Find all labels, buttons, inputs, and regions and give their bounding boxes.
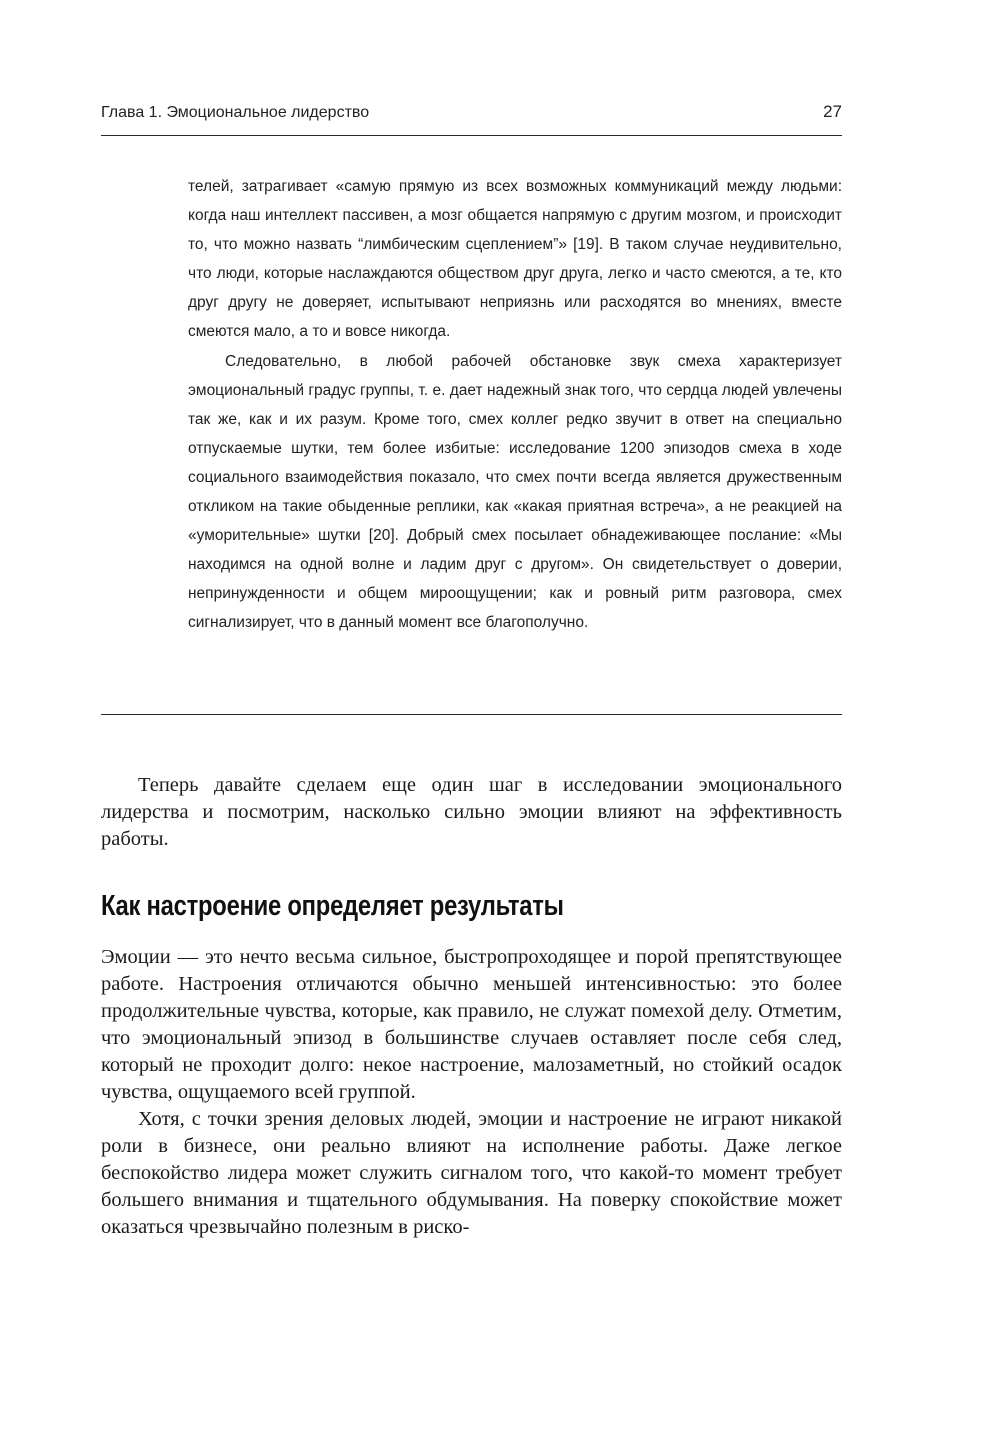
box-paragraph: Следовательно, в любой рабочей обстановке звук смеха характеризует эмоциональный градус группы, т. е. дает надежный знак того, что сердца людей увлечены так же, как и их разум. Кроме того, смех коллег редко звучит в ответ на специально отпускаемые шутки, тем более избитые: исследование 1200 эпизодов смеха в ходе социального взаимодействия показало, что смех почти всегда является дружественным откликом на такие обыденные реплики, как «какая приятная встреча», а не реакцией на «уморительные» шутки [20]. Добрый смех посылает обнадеживающее послание: «Мы находимся на одной волне и ладим друг с другом». Он свидетельствует о доверии, непринужденности и общем мироощущении; как и ровный ритм разговора, смех сигнализирует, что в данный момент все благополучно.: [188, 352, 842, 632]
header-rule: [101, 135, 842, 136]
intro-paragraph: Теперь давайте сделаем еще один шаг в исследовании эмоционального лидерства и посмотрим, насколько сильно эмоции влияют на эффективность работы.: [101, 774, 842, 850]
body-paragraph: Эмоции — это нечто весьма сильное, быстропроходящее и порой препятствующее работе. Настроения отличаются обычно меньшей интенсивностью: это более продолжительные чувства, которые, как правило, не служат помехой делу. Отметим, что эмоциональный эпизод в большинстве случаев оставляет после себя след, который не проходит долго: некое настроение, малозаметный, но стойкий осадок чувства, ощущаемого всей группой.: [101, 946, 842, 1103]
intro-text: [101, 772, 842, 853]
section-heading: Как настроение определяет результаты: [101, 890, 564, 922]
body-paragraph: Хотя, с точки зрения деловых людей, эмоции и настроение не играют никакой роли в бизнесе, они реально влияют на исполнение работы. Даже легкое беспокойство лидера может служить сигналом того, что какой-то момент требует большего внимания и тщательного обдумывания. На поверку спокойствие может оказаться чрезвычайно полезным в риско-: [101, 1108, 842, 1238]
box-paragraph: телей, затрагивает «самую прямую из всех возможных коммуникаций между людьми: когда наш интеллект пассивен, а мозг общается напрямую с другим мозгом, и происходит то, что можно назвать “лимбическим сцеплением”» [19]. В таком случае неудивительно, что люди, которые наслаждаются обществом друг друга, легко и часто смеются, а те, кто друг другу не доверяет, испытывают неприязнь или расходятся во мнениях, вместе смеются мало, а то и вовсе никогда.: [188, 178, 842, 341]
sidebar-box: [188, 172, 842, 638]
chapter-title: Глава 1. Эмоциональное лидерство: [101, 104, 370, 121]
box-bottom-rule: [101, 714, 842, 715]
running-header: [101, 100, 842, 128]
section-body: [101, 944, 842, 1241]
page-number: 27: [823, 102, 842, 121]
